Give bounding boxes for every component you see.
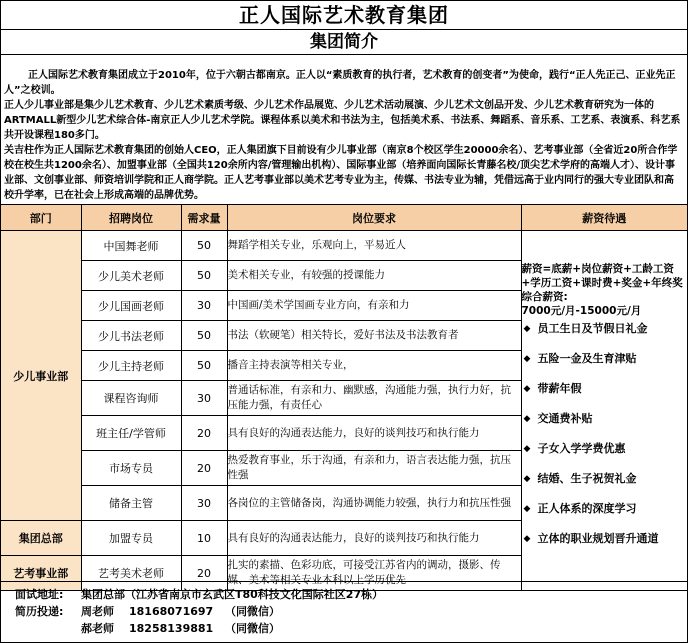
requirement-cell: 中国画/美术学国画专业方向，有亲和力	[227, 291, 521, 321]
salary-benefits	[521, 231, 687, 591]
count-cell: 50	[181, 351, 227, 381]
benefit-item	[522, 410, 688, 440]
benefit-text: 员工生日及节假日礼金	[537, 321, 648, 335]
header-requirement: 岗位要求	[227, 205, 521, 231]
benefit-text: 带薪年假	[537, 381, 582, 395]
contact-note: （同微信）	[225, 605, 280, 618]
count-cell: 20	[181, 451, 227, 486]
count-cell: 20	[181, 416, 227, 451]
position-cell: 市场专员	[81, 451, 181, 486]
address-value: 集团总部（江苏省南京市玄武区T80科技文化国际社区27栋）	[81, 588, 384, 601]
requirement-cell: 书法（软硬笔）相关特长，爱好书法及书法教育者	[227, 321, 521, 351]
count-cell: 20	[181, 556, 227, 591]
contact-phone: 18168071697	[129, 605, 214, 618]
count-cell: 30	[181, 381, 227, 416]
benefit-text: 结婚、生子祝贺礼金	[537, 471, 637, 485]
group-introduction	[1, 55, 687, 205]
address-label: 面试地址:	[15, 588, 64, 601]
benefit-text: 立体的职业规划晋升通道	[537, 531, 659, 545]
diamond-bullet-icon: ◆	[523, 443, 531, 454]
benefit-item	[522, 320, 688, 350]
contact-phone: 18258139881	[129, 622, 214, 635]
requirement-cell: 舞蹈学相关专业，乐观向上，平易近人	[227, 231, 521, 261]
position-cell: 艺考美术老师	[81, 556, 181, 591]
position-cell: 少儿书法老师	[81, 321, 181, 351]
position-cell: 少儿主持老师	[81, 351, 181, 381]
position-cell: 储备主管	[81, 486, 181, 521]
diamond-bullet-icon: ◆	[523, 533, 531, 544]
requirement-cell: 扎实的素描、色彩功底，可接受江苏省内的调动，摄影、传媒、美术等相关专业本科以上学历优先	[227, 556, 521, 591]
position-cell: 课程咨询师	[81, 381, 181, 416]
position-cell: 中国舞老师	[81, 231, 181, 261]
requirement-cell: 具有良好的沟通表达能力，良好的谈判技巧和执行能力	[227, 521, 521, 556]
header-position: 招聘岗位	[81, 205, 181, 231]
diamond-bullet-icon: ◆	[523, 413, 531, 424]
department-youth: 少儿事业部	[1, 231, 81, 521]
benefit-item	[522, 470, 688, 500]
requirement-cell: 热爱教育事业，乐于沟通，有亲和力，语言表达能力强，抗压性强	[227, 451, 521, 486]
benefit-item	[522, 500, 688, 530]
benefit-item	[522, 380, 688, 410]
address-line	[15, 586, 687, 603]
contact-name: 周老师	[81, 605, 114, 618]
diamond-bullet-icon: ◆	[523, 473, 531, 484]
department-hq: 集团总部	[1, 521, 81, 556]
page-title: 正人国际艺术教育集团	[1, 1, 687, 30]
benefit-text: 正人体系的深度学习	[537, 501, 637, 515]
contact-label: 简历投递:	[15, 605, 64, 618]
salary-range: 7000元/月-15000元/月	[521, 304, 642, 317]
position-cell: 加盟专员	[81, 521, 181, 556]
requirement-cell: 普通话标准，有亲和力、幽默感，沟通能力强，执行力好，抗压能力强，有责任心	[227, 381, 521, 416]
count-cell: 50	[181, 261, 227, 291]
contact-line	[15, 603, 687, 620]
count-cell: 10	[181, 521, 227, 556]
table-header-row	[1, 205, 687, 231]
table-row	[1, 231, 687, 261]
recruitment-table	[1, 205, 687, 591]
benefit-list	[522, 320, 688, 560]
contact-footer	[1, 581, 687, 642]
requirement-cell: 具有良好的沟通表达能力，良好的谈判技巧和执行能力	[227, 416, 521, 451]
position-cell: 少儿国画老师	[81, 291, 181, 321]
header-department: 部门	[1, 205, 81, 231]
contact-name: 郝老师	[81, 622, 114, 635]
diamond-bullet-icon: ◆	[523, 323, 531, 334]
benefit-text: 五险一金及生育津贴	[537, 351, 637, 365]
count-cell: 30	[181, 291, 227, 321]
count-cell: 50	[181, 321, 227, 351]
benefit-text: 交通费补贴	[537, 411, 593, 425]
contact-line	[15, 620, 687, 637]
department-art-exam: 艺考事业部	[1, 556, 81, 591]
intro-paragraph: 正人少儿事业部是集少儿艺术教育、少儿艺术素质考级、少儿艺术作品展览、少儿艺术活动展演、少儿艺术文创品开发、少儿艺术教育研究为一体的ARTMALL新型少儿艺术综合体-南京正人少儿艺术学院。课程体系以美术和书法为主，包括美术系、书法系、舞蹈系、音乐系、工艺系、表演系、科艺系共开设课程180多门。	[4, 100, 681, 141]
diamond-bullet-icon: ◆	[523, 353, 531, 364]
salary-formula: 薪资=底薪+岗位薪资+工龄工资+学历工资+课时费+奖金+年终奖综合薪资:	[521, 262, 683, 303]
header-salary: 薪资待遇	[521, 205, 687, 231]
benefit-text: 子女入学学费优惠	[537, 441, 626, 455]
requirement-cell: 各岗位的主管储备岗，沟通协调能力较强，执行力和抗压性强	[227, 486, 521, 521]
intro-paragraph: 正人国际艺术教育集团成立于2010年，位于六朝古都南京。正人以“素质教育的执行者，艺术教育的创变者”为使命，践行“正人先正己、正业先正人”之校训。	[4, 70, 676, 96]
position-cell: 班主任/学管师	[81, 416, 181, 451]
position-cell: 少儿美术老师	[81, 261, 181, 291]
header-count: 需求量	[181, 205, 227, 231]
section-title: 集团简介	[1, 30, 687, 55]
benefit-item	[522, 530, 688, 560]
contact-note: （同微信）	[225, 622, 280, 635]
requirement-cell: 播音主持表演等相关专业，	[227, 351, 521, 381]
intro-paragraph: 关吉柱作为正人国际艺术教育集团的创始人CEO，正人集团旗下目前设有少儿事业部（南京8个校区学生20000余名）、艺考事业部（全省近20所合作学校在校生共1200余名）、加盟事业部（全国共120余所内容/管理输出机构）、国际事业部（培养面向国际长青藤名校/顶尖艺术学府的高端人才）、设计事业部、文创事业部、师资培训学院和正人商学院。正人艺考事业部以美术艺考专业为主，传媒、书法专业为辅，凭借远高于业内同行的强大专业团队和高校升学率，已在社会上形成高端的品牌优势。	[4, 145, 678, 201]
diamond-bullet-icon: ◆	[523, 383, 531, 394]
requirement-cell: 美术相关专业，有较强的授课能力	[227, 261, 521, 291]
benefit-item	[522, 350, 688, 380]
benefit-item	[522, 440, 688, 470]
count-cell: 50	[181, 231, 227, 261]
diamond-bullet-icon: ◆	[523, 503, 531, 514]
count-cell: 30	[181, 486, 227, 521]
